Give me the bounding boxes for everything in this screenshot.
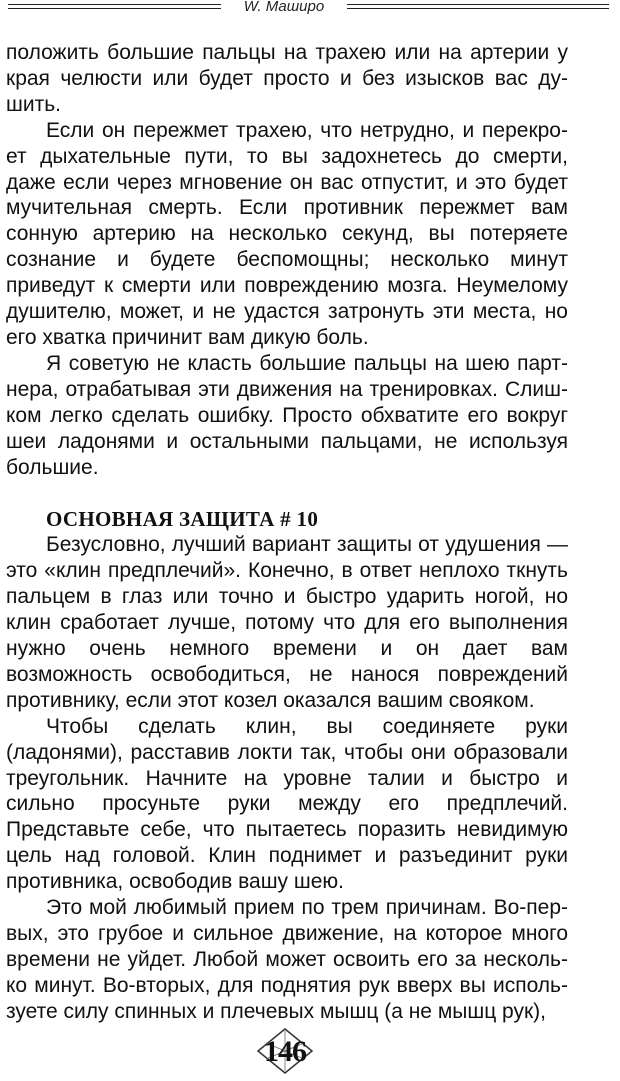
- page-number-text: 146: [264, 1035, 306, 1068]
- paragraph-6: Это мой любимый прием по трем причинам. Во-первых, это грубое и сильное движение, на которое много времени не уйдет. Любой может освоить его за несколько минут. Во-вторых, для поднятия рук вверх вы используете силу спинных и плечевых мышц (а не мышц рук),: [6, 896, 568, 1023]
- running-head: W. Маширо: [243, 0, 325, 15]
- page-number: [250, 1027, 320, 1075]
- section-heading: ОСНОВНАЯ ЗАЩИТА # 10: [46, 507, 319, 532]
- paragraph-2: Если он пережмет трахею, что нетрудно, и перекроет дыхательные пути, то вы задохнетесь до смерти, даже если через мгновение он вас отпустит, и это будет мучительная смерть. Если противник пережмет вам сонную артерию на несколько секунд, вы потеряете сознание и будете беспомощны; несколько минут приведут к смерти или повреждению мозга. Неумелому душителю, может, и не удастся затронуть эти места, но его хватка причинит вам дикую боль.: [6, 118, 568, 349]
- section-gap: [6, 480, 568, 506]
- header-rule-right: [347, 4, 609, 6]
- header-rule-left: [8, 4, 221, 6]
- paragraph-3: Я советую не класть большие пальцы на шею партнера, отрабатывая эти движения на тренировках. Слишком легко сделать ошибку. Просто обхватите его вокруг шеи ладонями и остальными пальцами, не используя большие.: [6, 351, 568, 479]
- paragraph-4: Безусловно, лучший вариант защиты от удушения — это «клин предплечий». Конечно, в ответ неплохо ткнуть пальцем в глаз или точно и быстро ударить ногой, но клин сработает лучше, потому что для его выполнения нужно очень немного времени и он дает вам возможность освободиться, не нанося повреждений противнику, если этот козел оказался вашим свояком.: [6, 533, 568, 712]
- page-header: [0, 0, 620, 22]
- body-text: [6, 40, 568, 1025]
- paragraph-1: положить большие пальцы на трахею или на артерии у края челюсти или будет просто и без изысков вас душить.: [6, 41, 568, 116]
- paragraph-5: Чтобы сделать клин, вы соединяете руки (ладонями), расставив локти так, чтобы они образовали треугольник. Начните на уровне талии и быстро и сильно просуньте руки между его предплечий. Представьте себе, что пытаетесь поразить невидимую цель над головой. Клин поднимет и разъединит руки противника, освободив вашу шею.: [6, 714, 568, 894]
